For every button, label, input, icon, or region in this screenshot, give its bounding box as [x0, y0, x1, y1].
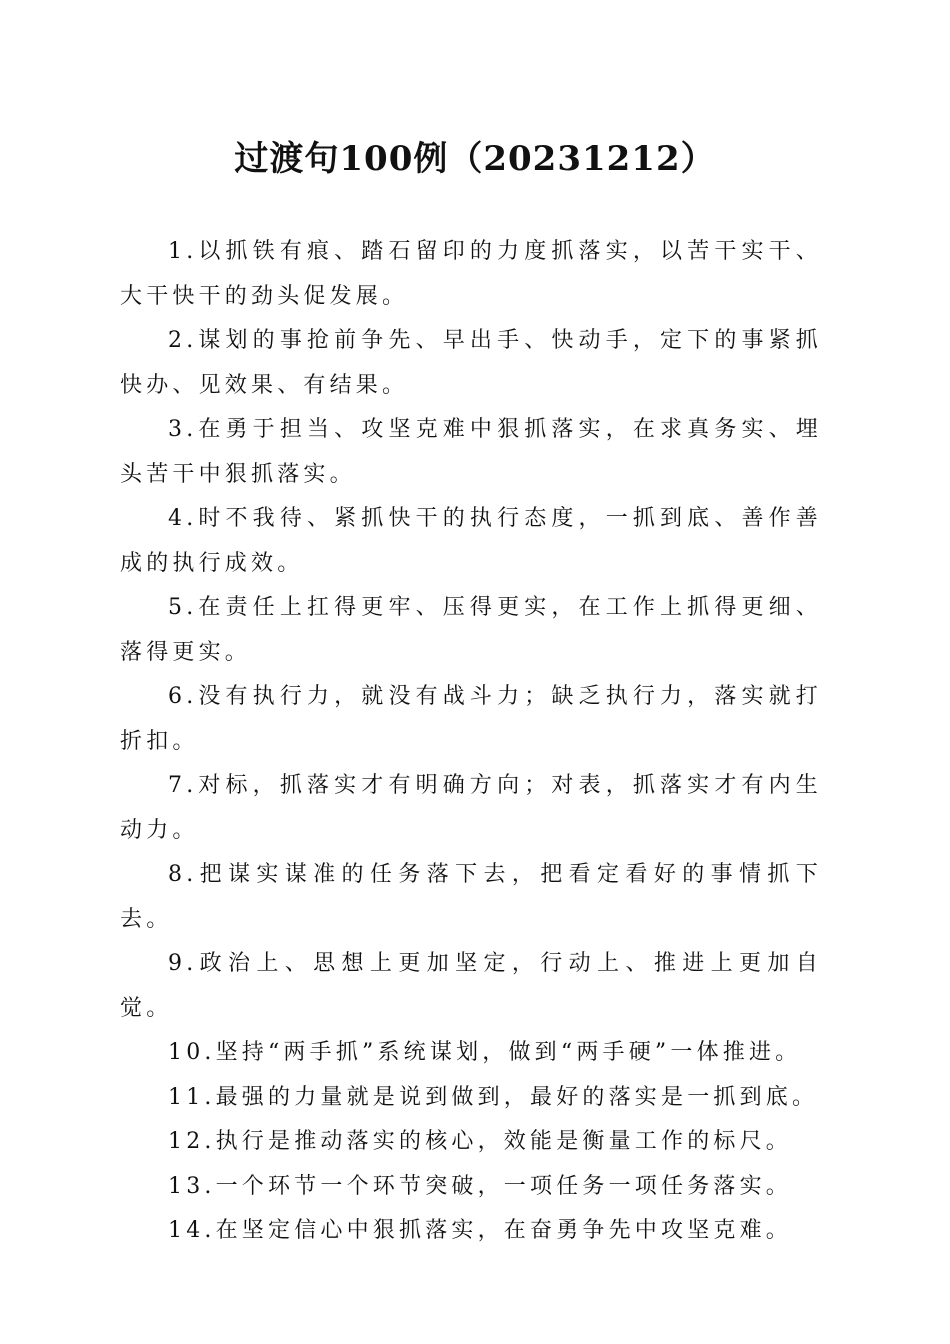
list-item: 13.一个环节一个环节突破，一项任务一项任务落实。 — [168, 1173, 792, 1199]
list-item: 2.谋划的事抢前争先、早出手、快动手，定下的事紧抓快办、见效果、有结果。 — [120, 328, 822, 398]
list-item: 4.时不我待、紧抓快干的执行态度，一抓到底、善作善成的执行成效。 — [120, 506, 822, 576]
list-item: 1.以抓铁有痕、踏石留印的力度抓落实，以苦干实干、大干快干的劲头促发展。 — [120, 239, 822, 309]
document-body — [120, 230, 822, 1254]
list-item: 7.对标，抓落实才有明确方向；对表，抓落实才有内生动力。 — [120, 773, 822, 843]
list-item: 8.把谋实谋准的任务落下去，把看定看好的事情抓下去。 — [120, 862, 822, 932]
list-item: 3.在勇于担当、攻坚克难中狠抓落实，在求真务实、埋头苦干中狠抓落实。 — [120, 417, 822, 487]
list-item: 12.执行是推动落实的核心，效能是衡量工作的标尺。 — [168, 1129, 792, 1154]
document-title: 过渡句100例（20231212） — [234, 139, 716, 179]
list-item: 14.在坚定信心中狠抓落实，在奋勇争先中攻坚克难。 — [168, 1218, 792, 1243]
list-item: 10.坚持“两手抓”系统谋划，做到“两手硬”一体推进。 — [168, 1040, 802, 1065]
list-item: 6.没有执行力，就没有战斗力；缺乏执行力，落实就打折扣。 — [120, 684, 822, 754]
list-item: 9.政治上、思想上更加坚定，行动上、推进上更加自觉。 — [120, 951, 822, 1021]
list-item: 5.在责任上扛得更牢、压得更实，在工作上抓得更细、落得更实。 — [120, 595, 822, 665]
list-item: 11.最强的力量就是说到做到，最好的落实是一抓到底。 — [168, 1084, 819, 1110]
